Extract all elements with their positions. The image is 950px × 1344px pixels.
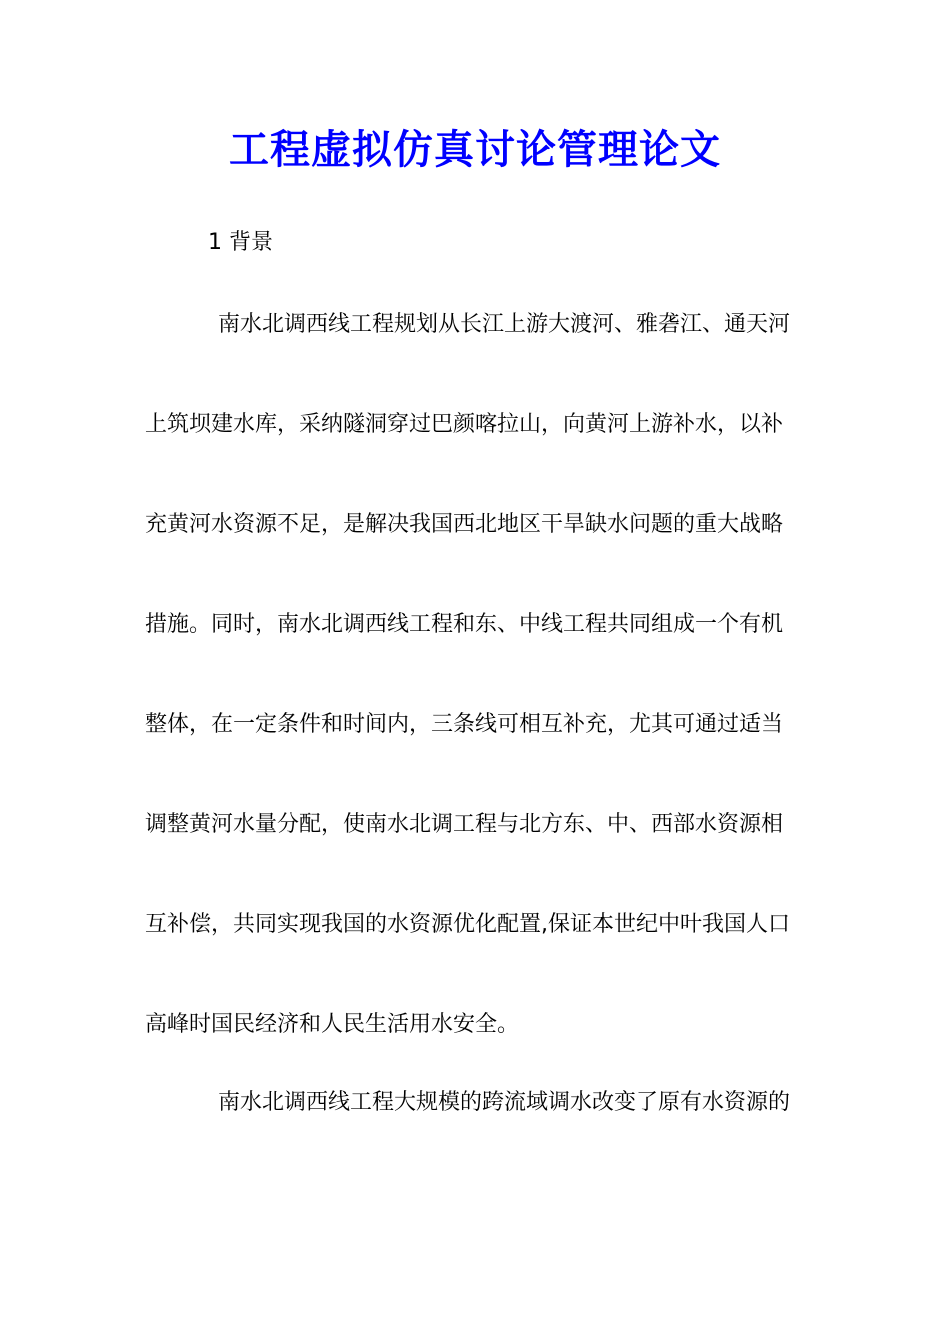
document-title: 工程虚拟仿真讨论管理论文 xyxy=(229,126,721,173)
paragraph-line: 高峰时国民经济和人民生活用水安全。 xyxy=(145,1012,520,1037)
paragraph-line: 整体，在一定条件和时间内，三条线可相互补充，尤其可通过适当 xyxy=(145,712,784,737)
paragraph-line: 南水北调西线工程大规模的跨流域调水改变了原有水资源的 xyxy=(218,1090,791,1115)
paragraph-line: 南水北调西线工程规划从长江上游大渡河、雅砻江、通天河 xyxy=(218,312,791,337)
paragraph-line: 充黄河水资源不足，是解决我国西北地区干旱缺水问题的重大战略 xyxy=(145,512,784,537)
paragraph-line: 互补偿，共同实现我国的水资源优化配置,保证本世纪中叶我国人口 xyxy=(145,912,790,937)
paragraph-line: 调整黄河水量分配，使南水北调工程与北方东、中、西部水资源相 xyxy=(145,812,784,837)
paragraph-line: 措施。同时，南水北调西线工程和东、中线工程共同组成一个有机 xyxy=(145,612,784,637)
paragraph-line: 上筑坝建水库，采纳隧洞穿过巴颜喀拉山，向黄河上游补水，以补 xyxy=(145,412,784,437)
section-heading: 1 背景 xyxy=(208,230,273,255)
paragraph-1 xyxy=(145,310,805,1110)
paragraph-2 xyxy=(145,1088,805,1188)
